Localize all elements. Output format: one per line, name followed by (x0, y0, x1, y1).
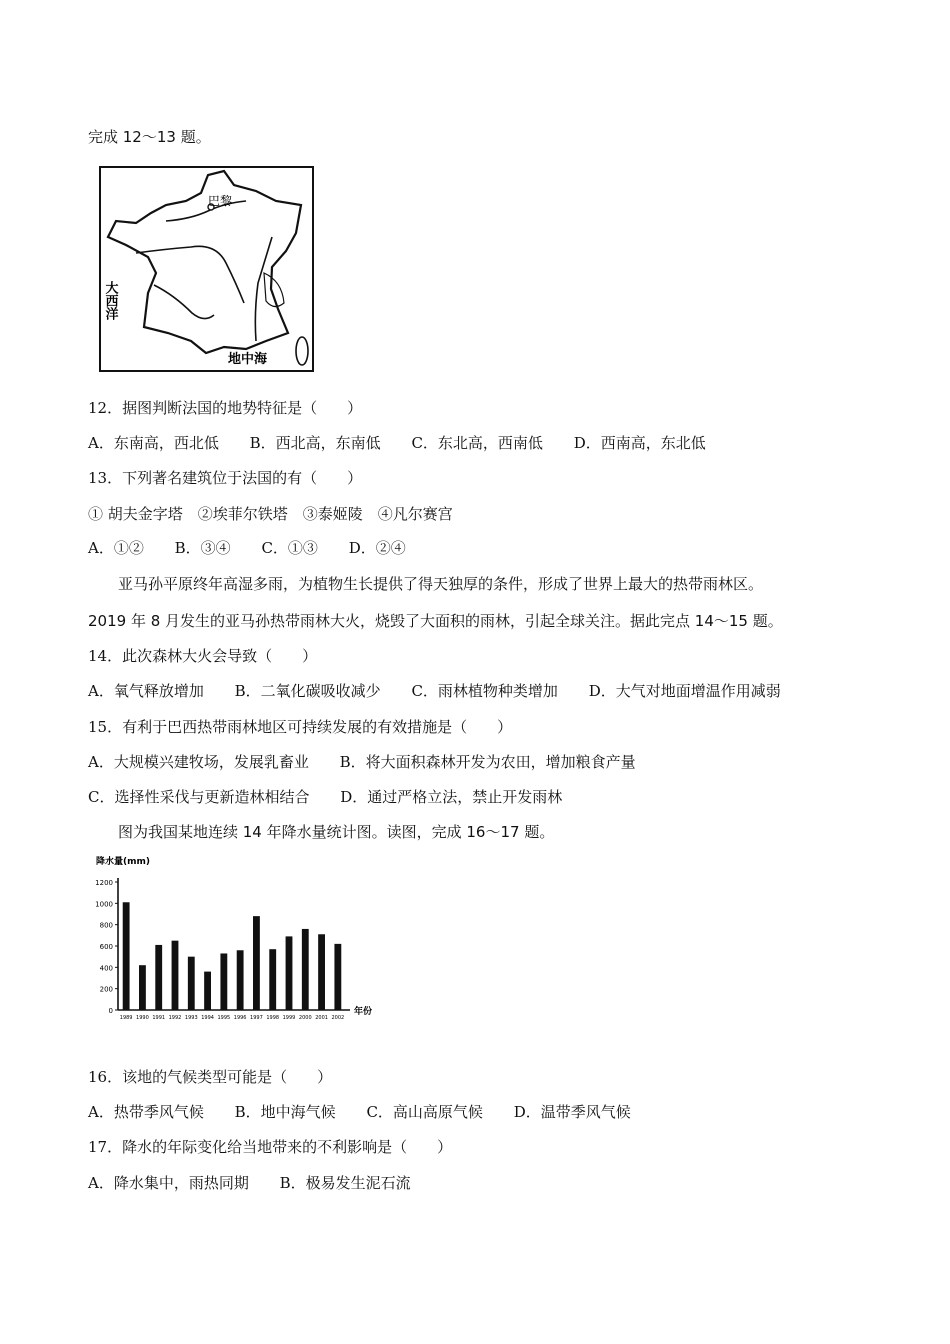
x-tick-label: 1998 (266, 1015, 280, 1021)
bar-1996 (237, 950, 244, 1010)
bar-2001 (318, 934, 325, 1010)
x-tick-label: 1989 (119, 1015, 133, 1021)
q16-option-c[interactable]: C．高山高原气候 (366, 1103, 483, 1121)
q14-option-c[interactable]: C．雨林植物种类增加 (411, 682, 558, 700)
q16-option-b[interactable]: B．地中海气候 (234, 1103, 336, 1121)
bar-2000 (302, 929, 309, 1010)
bar-1993 (188, 957, 195, 1010)
precipitation-bar-chart (88, 852, 378, 1030)
bar-1998 (269, 949, 276, 1010)
q17-options (88, 1173, 411, 1193)
y-tick-label: 1000 (95, 900, 113, 909)
chart-xlabel: 年份 (354, 1007, 373, 1017)
y-tick-label: 1200 (95, 879, 113, 887)
q15-option-a[interactable]: A．大规模兴建牧场，发展乳畜业 (88, 753, 309, 771)
q14-stem: 14．此次森林大火会导致（ ） (88, 647, 318, 665)
x-tick-label: 1994 (201, 1015, 214, 1021)
q17-option-a[interactable]: A．降水集中，雨热同期 (88, 1174, 249, 1192)
q12-options (88, 433, 706, 453)
bar-1992 (172, 941, 179, 1010)
q15-option-b[interactable]: B．将大面积森林开发为农田，增加粮食产量 (339, 753, 636, 771)
q17-stem: 17．降水的年际变化给当地带来的不利影响是（ ） (88, 1138, 453, 1156)
q13-option-c[interactable]: C．①③ (261, 539, 318, 557)
bar-1995 (220, 953, 227, 1010)
q15-option-d[interactable]: D．通过严格立法，禁止开发雨林 (340, 788, 563, 806)
x-tick-label: 1990 (136, 1015, 149, 1021)
q15-options-row2 (88, 787, 562, 807)
y-tick-label: 0 (108, 1007, 113, 1015)
bar-1991 (155, 945, 162, 1010)
q17-option-b[interactable]: B．极易发生泥石流 (279, 1174, 411, 1192)
x-tick-label: 2000 (298, 1015, 312, 1021)
q16-stem: 16．该地的气候类型可能是（ ） (88, 1068, 333, 1086)
paris-label: 巴黎 (208, 194, 233, 208)
y-tick-label: 400 (99, 964, 113, 973)
q13-stem: 13．下列著名建筑位于法国的有（ ） (88, 469, 363, 487)
intro-12-13: 完成 12～13 题。 (88, 128, 211, 146)
x-tick-label: 1997 (250, 1015, 263, 1021)
q16-option-d[interactable]: D．温带季风气候 (513, 1103, 631, 1121)
france-map-figure (96, 163, 318, 375)
q13-option-b[interactable]: B．③④ (174, 539, 231, 557)
q13-option-a[interactable]: A．①② (88, 539, 144, 557)
q15-option-c[interactable]: C．选择性采伐与更新造林相结合 (88, 788, 310, 806)
passage-14-15-line1: 亚马孙平原终年高湿多雨，为植物生长提供了得天独厚的条件，形成了世界上最大的热带雨林区。 (118, 575, 764, 593)
q14-options (88, 681, 781, 701)
q12-option-c[interactable]: C．东北高，西南低 (411, 434, 543, 452)
x-tick-label: 1996 (233, 1015, 247, 1021)
q14-option-d[interactable]: D．大气对地面增温作用减弱 (588, 682, 781, 700)
q14-option-a[interactable]: A．氧气释放增加 (88, 682, 204, 700)
q14-option-b[interactable]: B．二氧化碳吸收减少 (234, 682, 381, 700)
x-tick-label: 1999 (282, 1015, 296, 1021)
q12-option-d[interactable]: D．西南高，东北低 (573, 434, 706, 452)
q16-option-a[interactable]: A．热带季风气候 (88, 1103, 204, 1121)
q13-option-d[interactable]: D．②④ (348, 539, 406, 557)
q12-option-a[interactable]: A．东南高，西北低 (88, 434, 219, 452)
map-frame (100, 167, 313, 371)
q16-options (88, 1102, 631, 1122)
x-tick-label: 1991 (152, 1015, 166, 1021)
q13-items: ① 胡夫金字塔 ②埃菲尔铁塔 ③泰姬陵 ④凡尔赛宫 (88, 505, 453, 523)
q12-option-b[interactable]: B．西北高，东南低 (249, 434, 381, 452)
x-tick-label: 1993 (184, 1015, 198, 1021)
q15-stem: 15．有利于巴西热带雨林地区可持续发展的有效措施是（ ） (88, 718, 513, 736)
x-tick-label: 1992 (168, 1015, 182, 1021)
y-tick-label: 600 (99, 943, 113, 951)
q15-options-row1 (88, 752, 636, 772)
bar-1989 (123, 902, 130, 1010)
mediterranean-label: 地中海 (228, 352, 268, 367)
y-tick-label: 800 (99, 921, 113, 930)
bar-1999 (286, 936, 293, 1010)
x-tick-label: 2001 (315, 1015, 328, 1021)
y-tick-label: 200 (99, 985, 113, 994)
bar-1994 (204, 972, 211, 1010)
passage-16-17: 图为我国某地连续 14 年降水量统计图。读图，完成 16～17 题。 (118, 823, 555, 841)
q13-options (88, 538, 406, 558)
chart-ylabel: 降水量(mm) (96, 857, 150, 867)
atlantic-label: 大西洋 (102, 281, 118, 320)
x-tick-label: 2002 (331, 1015, 345, 1021)
passage-14-15-line2: 2019 年 8 月发生的亚马孙热带雨林大火，烧毁了大面积的雨林，引起全球关注。据此完点 14～15 题。 (88, 612, 783, 630)
bar-2002 (334, 944, 341, 1010)
x-tick-label: 1995 (217, 1015, 231, 1021)
bar-1997 (253, 916, 260, 1010)
q12-stem: 12．据图判断法国的地势特征是（ ） (88, 399, 363, 417)
bar-1990 (139, 965, 146, 1010)
